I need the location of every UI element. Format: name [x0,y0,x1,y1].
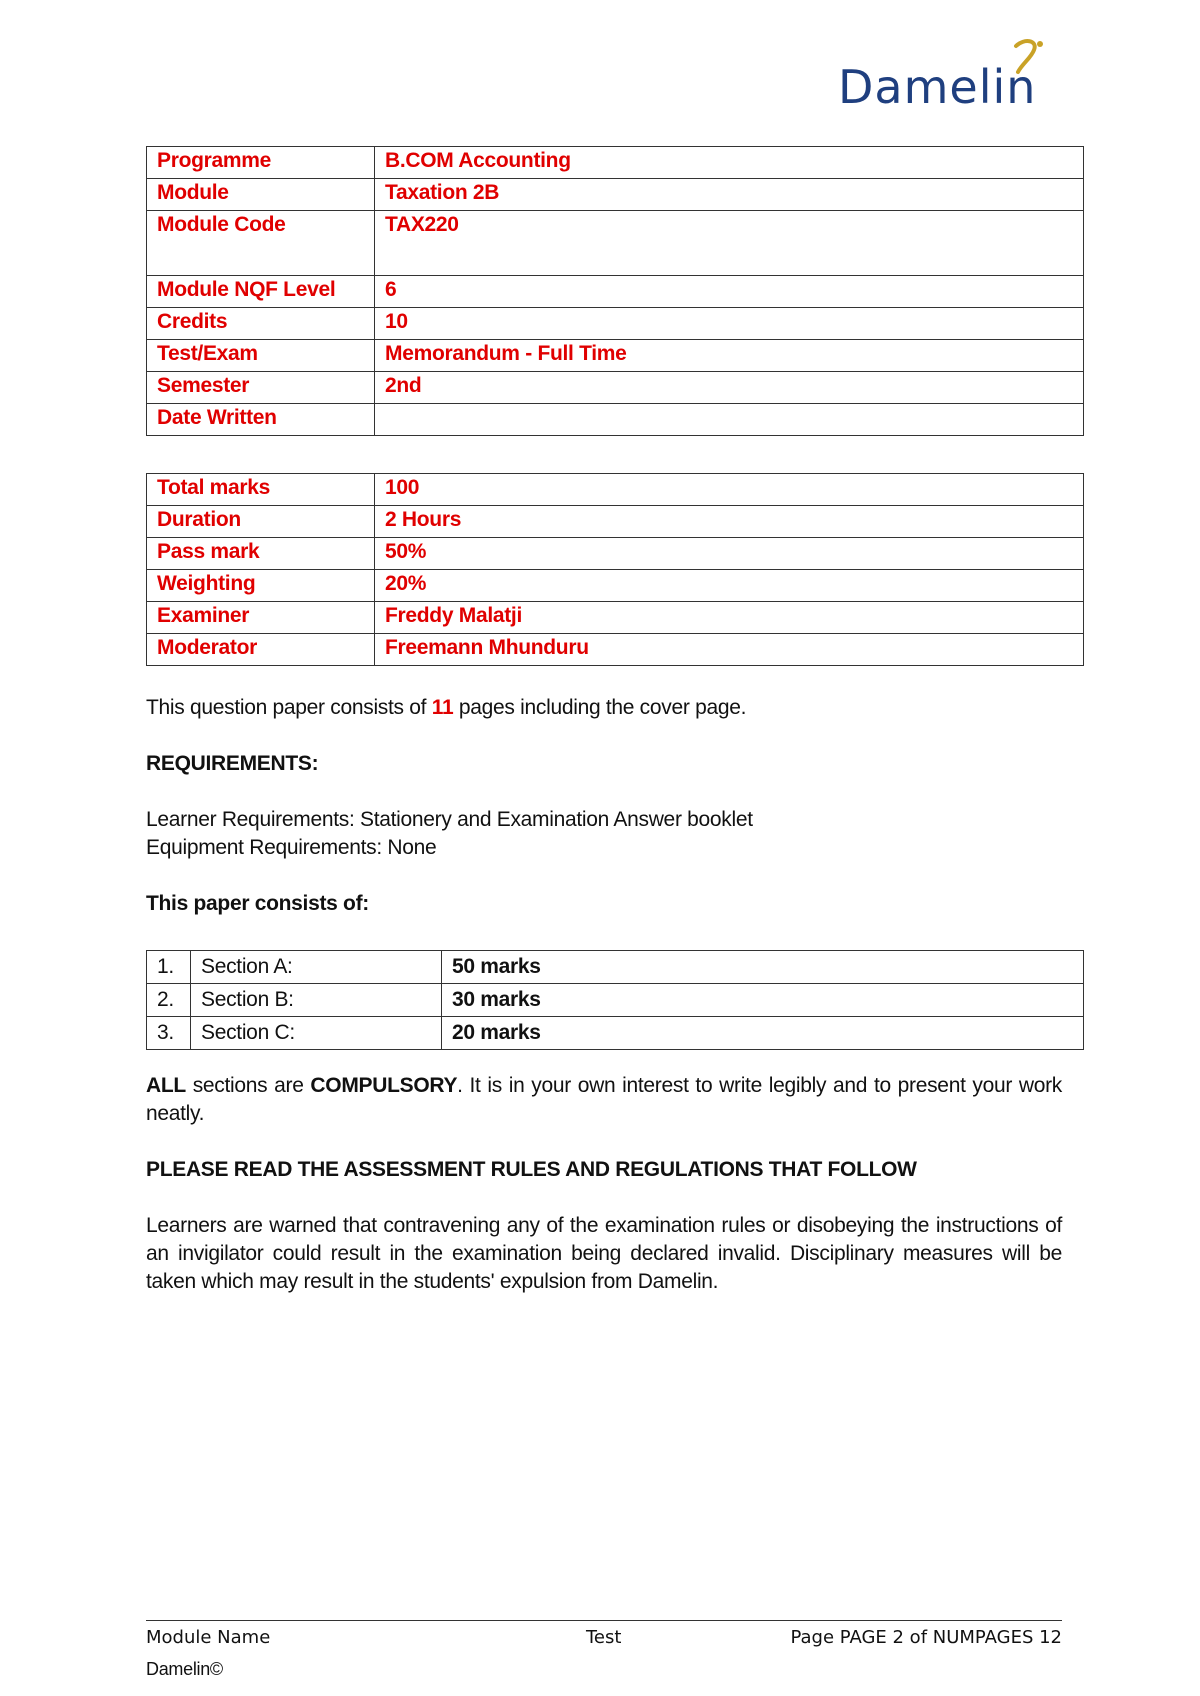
section-number: 2. [147,984,191,1017]
section-name: Section B: [191,984,442,1017]
footer-row [146,1621,1062,1657]
info-key: Date Written [147,404,375,436]
equipment-requirements: Equipment Requirements: None [146,836,437,859]
all-label: ALL [146,1074,186,1097]
info-key: Duration [147,506,375,538]
info-value: 20% [375,570,1084,602]
page-count-suffix: pages including the cover page. [453,696,747,719]
section-number: 1. [147,951,191,984]
requirements-heading: REQUIREMENTS: [146,752,319,775]
info-value: 100 [375,474,1084,506]
section-marks: 50 marks [442,951,1084,984]
table-row [147,147,1084,179]
section-marks: 30 marks [442,984,1084,1017]
info-value: 50% [375,538,1084,570]
info-value: 2 Hours [375,506,1084,538]
page-footer [146,1620,1062,1680]
info-key: Weighting [147,570,375,602]
paper-consists-heading: This paper consists of: [146,892,369,915]
section-marks: 20 marks [442,1017,1084,1050]
compulsory-mid-text: sections are [185,1074,311,1097]
info-value: 6 [375,276,1084,308]
damelin-logo [838,40,1074,120]
table-row [147,634,1084,666]
footer-page-number: Page PAGE 2 of NUMPAGES 12 [790,1627,1062,1648]
info-value: B.COM Accounting [375,147,1084,179]
info-value: Memorandum - Full Time [375,340,1084,372]
info-key: Module [147,179,375,211]
info-key: Credits [147,308,375,340]
table-row [147,474,1084,506]
footer-test: Test [586,1627,622,1648]
info-value: TAX220 [375,211,1084,276]
compulsory-label: COMPULSORY [310,1074,458,1097]
table-row [147,276,1084,308]
assessment-info-table [146,473,1084,666]
table-row [147,211,1084,276]
info-key: Module NQF Level [147,276,375,308]
info-key: Total marks [147,474,375,506]
section-name: Section C: [191,1017,442,1050]
table-row [147,404,1084,436]
info-key: Semester [147,372,375,404]
page-count-sentence [146,694,1062,722]
table-row [147,308,1084,340]
logo-text: Damelin [838,60,1037,114]
info-key: Programme [147,147,375,179]
table-row [147,538,1084,570]
table-row [147,1017,1084,1050]
table-row [147,372,1084,404]
section-number: 3. [147,1017,191,1050]
info-key: Module Code [147,211,375,276]
rules-paragraph: Learners are warned that contravening any of the examination rules or disobeying the instructions of an invigilator could result in the examination being declared invalid. Disciplinary measures will be taken which may result in the students' expulsion from Damelin. [146,1214,1062,1293]
table-row [147,570,1084,602]
sections-table [146,950,1084,1050]
learner-requirements: Learner Requirements: Stationery and Examination Answer booklet [146,808,753,831]
info-value: Freddy Malatji [375,602,1084,634]
footer-module-name: Module Name [146,1627,271,1648]
info-key: Moderator [147,634,375,666]
compulsory-paragraph [146,1072,1062,1128]
table-row [147,340,1084,372]
info-key: Pass mark [147,538,375,570]
info-value: Freemann Mhunduru [375,634,1084,666]
info-value: 10 [375,308,1084,340]
info-value: 2nd [375,372,1084,404]
rules-heading: PLEASE READ THE ASSESSMENT RULES AND REGULATIONS THAT FOLLOW [146,1158,917,1181]
info-value: Taxation 2B [375,179,1084,211]
table-row [147,506,1084,538]
table-row [147,602,1084,634]
info-value [375,404,1084,436]
info-key: Test/Exam [147,340,375,372]
table-row [147,179,1084,211]
module-info-table [146,146,1084,436]
table-row [147,951,1084,984]
page-count-prefix: This question paper consists of [146,696,432,719]
footer-copyright: Damelin© [146,1659,223,1679]
section-name: Section A: [191,951,442,984]
info-key: Examiner [147,602,375,634]
page-count-number: 11 [431,696,454,719]
table-row [147,984,1084,1017]
compulsory-rest-text: . It is in your own interest to write legibly and to present your work neatly. [146,1074,1062,1125]
